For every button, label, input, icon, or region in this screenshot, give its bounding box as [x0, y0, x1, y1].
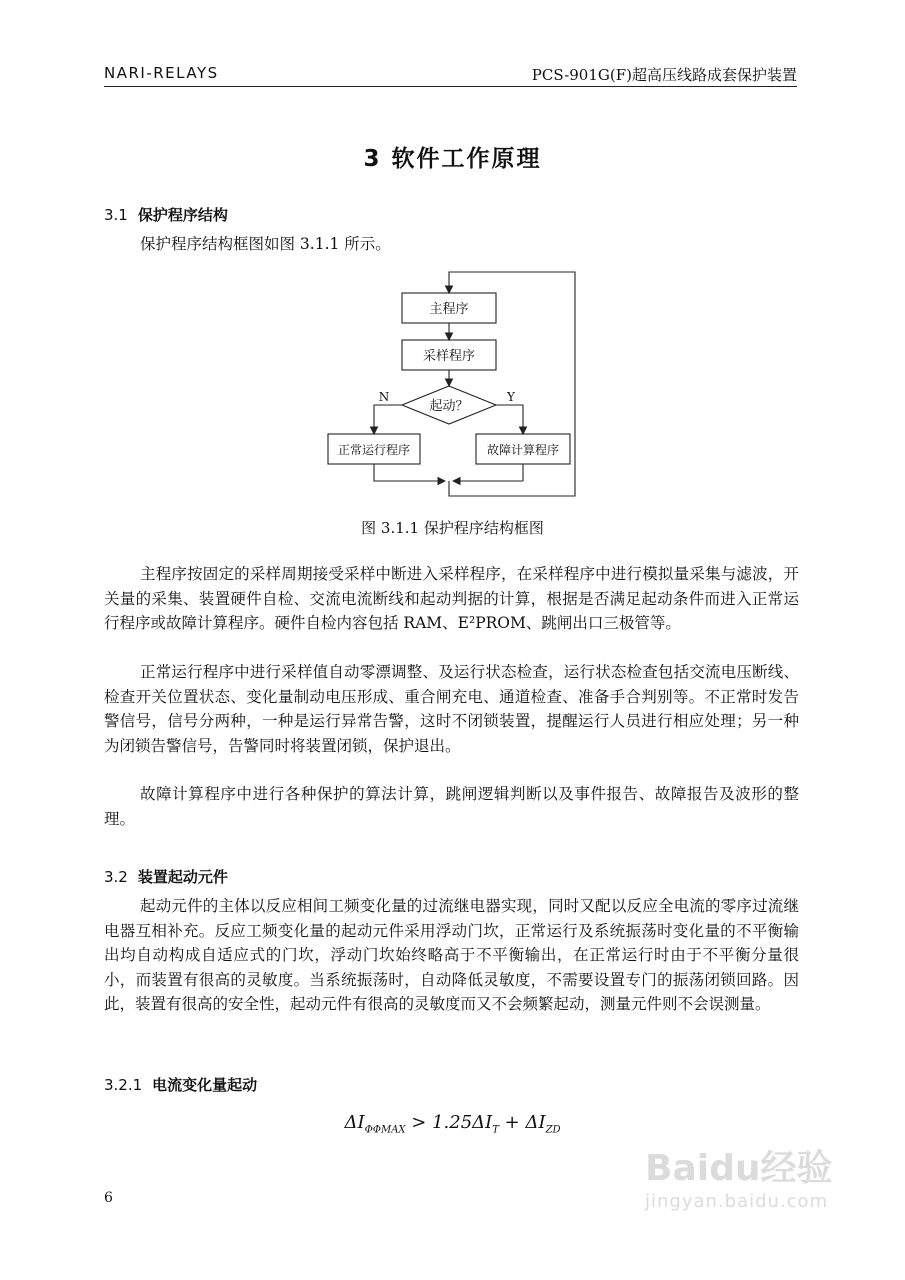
watermark-sub: jingyan.baidu.com — [645, 1191, 829, 1212]
section-title: 装置起动元件 — [137, 868, 228, 886]
section-number: 3.2 — [104, 868, 128, 886]
paragraph-1: 主程序按固定的采样周期接受采样中断进入采样程序，在采样程序中进行模拟量采集与滤波，开关量的采集、装置硬件自检、交流电流断线和起动判据的计算，根据是否满足起动条件而进入正常运行程序或故障计算程序。硬件自检内容包括 RAM、E²PROM、跳闸出口三极管等。 — [104, 565, 799, 632]
page-number: 6 — [104, 1190, 113, 1206]
formula-plus: + ΔI — [498, 1112, 546, 1133]
normal-program-label: 正常运行程序 — [337, 443, 411, 457]
header-left: NARI-RELAYS — [104, 64, 219, 82]
sampling-program-label: 采样程序 — [422, 349, 476, 364]
decision-label: 起动？ — [429, 399, 469, 414]
section-3-2-heading — [104, 866, 228, 887]
section-title: 电流变化量起动 — [152, 1076, 258, 1094]
paragraph-4: 起动元件的主体以反应相间工频变化量的过流继电器实现，同时又配以反应全电流的零序过流继电器互相补充。反应工频变化量的起动元件采用浮动门坎，正常运行及系统振荡时变化量的不平衡输出均自动构成自适应式的门坎，浮动门坎始终略高于不平衡输出，在正常运行时由于不平衡分量很小，而装置有很高的灵敏度。当系统振荡时，自动降低灵敏度，不需要设置专门的振荡闭锁回路。因此，装置有很高的安全性，起动元件有很高的灵敏度而又不会频繁起动，测量元件则不会误测量。 — [104, 897, 799, 1013]
fault-program-label: 故障计算程序 — [486, 443, 560, 457]
formula-t-sub: T — [492, 1124, 499, 1136]
chapter-title: 3 软件工作原理 — [363, 146, 542, 172]
formula-op: > 1.25ΔI — [405, 1112, 493, 1133]
formula-lhs-sub: ΦΦMAX — [364, 1124, 406, 1136]
section-number: 3.1 — [104, 206, 128, 224]
formula-lhs: ΔI — [344, 1112, 365, 1133]
figure-caption: 图 3.1.1 保护程序结构框图 — [361, 519, 544, 537]
watermark-main: Baidu经验 — [645, 1148, 833, 1189]
header-rule — [104, 86, 797, 87]
paragraph-2: 正常运行程序中进行采样值自动零漂调整、及运行状态检查，运行状态检查包括交流电压断线、检查开关位置状态、变化量制动电压形成、重合闸充电、通道检查、准备手合判别等。不正常时发告警信号，信号分两种，一种是运行异常告警，这时不闭锁装置，提醒运行人员进行相应处理；另一种为闭锁告警信号，告警同时将装置闭锁，保护退出。 — [104, 663, 799, 755]
section-intro: 保护程序结构框图如图 3.1.1 所示。 — [140, 235, 391, 253]
formula-zd-sub: ZD — [545, 1124, 561, 1136]
section-title: 保护程序结构 — [137, 206, 228, 224]
flowchart — [300, 260, 600, 500]
no-branch-label: N — [378, 390, 390, 404]
paragraph-3: 故障计算程序中进行各种保护的算法计算，跳闸逻辑判断以及事件报告、故障报告及波形的整理。 — [104, 785, 799, 828]
formula — [0, 1112, 905, 1136]
watermark — [645, 1140, 832, 1212]
section-3-2-1-heading — [104, 1074, 257, 1095]
main-program-label: 主程序 — [429, 302, 469, 317]
yes-branch-label: Y — [507, 390, 515, 404]
section-3-1-heading — [104, 204, 228, 225]
section-number: 3.2.1 — [104, 1076, 143, 1094]
header-right: PCS-901G(F)超高压线路成套保护装置 — [531, 66, 797, 84]
